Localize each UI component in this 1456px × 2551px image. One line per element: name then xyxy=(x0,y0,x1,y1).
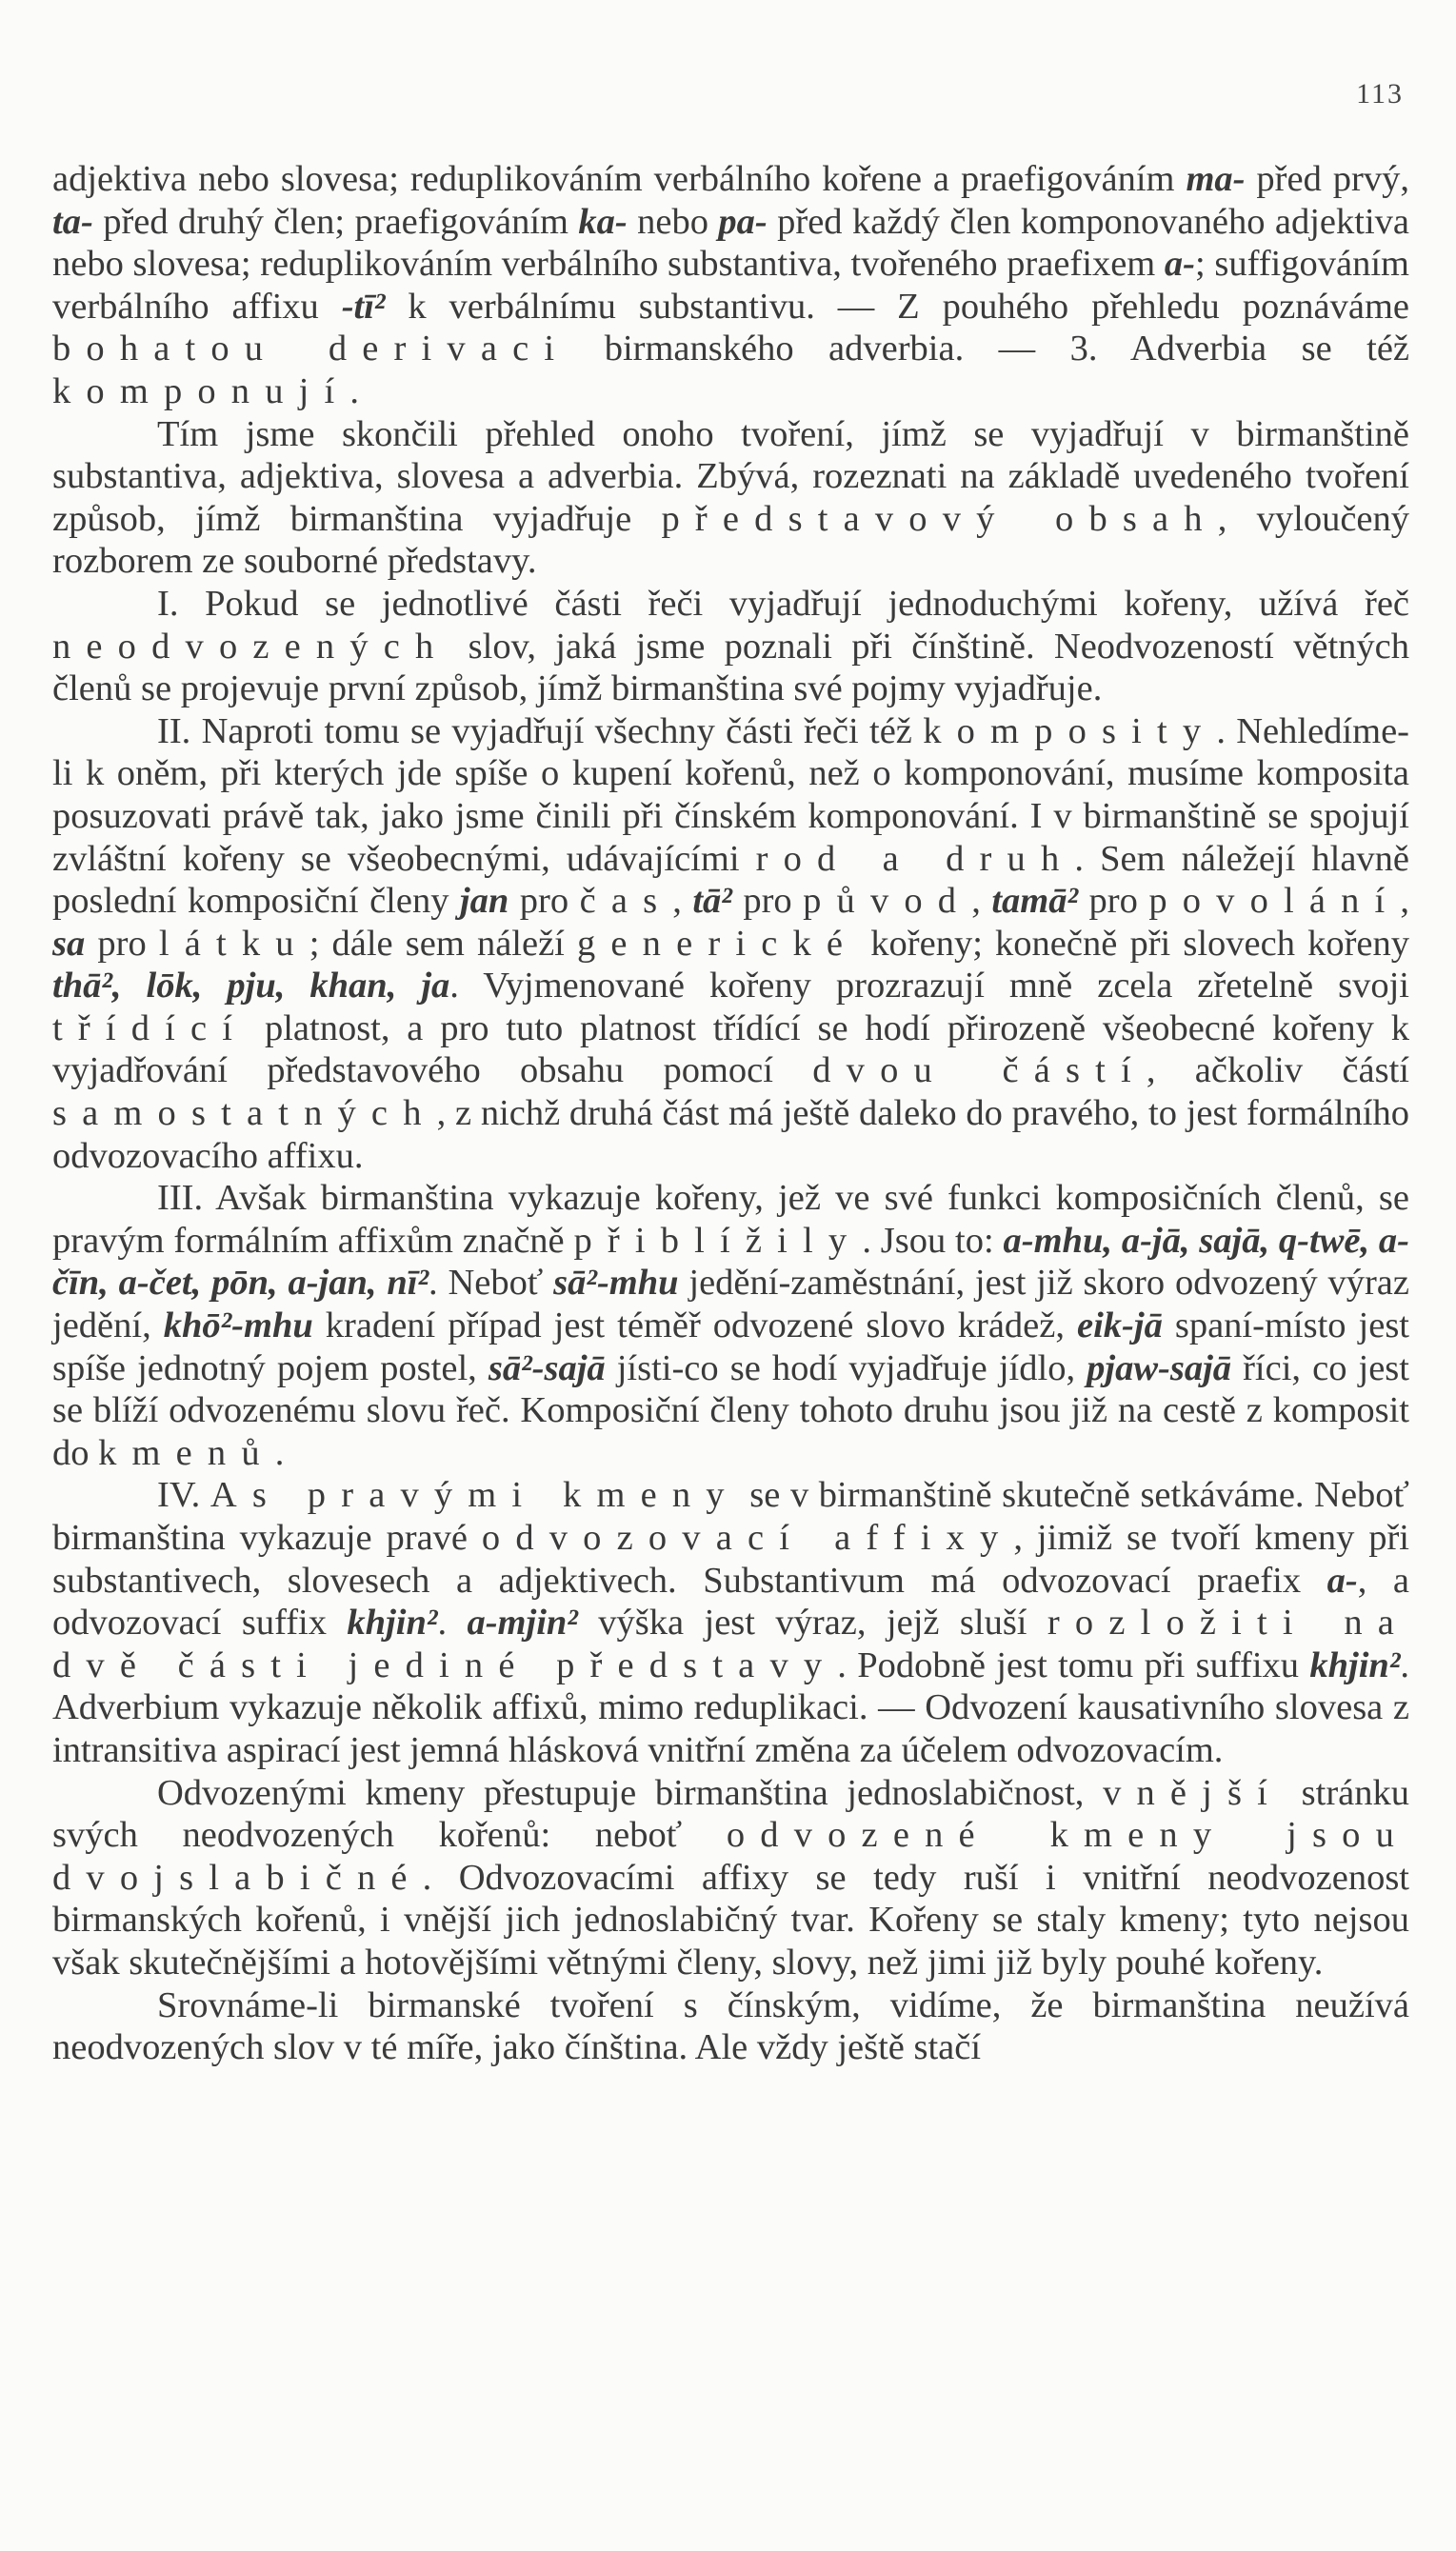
spaced-emphasis: generické xyxy=(577,923,859,964)
paragraph xyxy=(52,1177,1409,1474)
text-run: II. Naproti tomu se vyjadřují všechny části řeči též xyxy=(157,710,924,751)
text-run: Srovnáme-li birmanské tvoření s čínským, vidíme, že birmanština neužívá neodvozených slov v té míře, jako čínština. Ale vždy ještě stačí xyxy=(52,1984,1409,2068)
italic-term: ma- xyxy=(1186,159,1246,199)
text-run: , z nichž druhá část má ještě daleko do pravého, to jest formálního odvozovacího affixu. xyxy=(52,1093,1409,1176)
text-run: birmanského adverbia. — 3. Adverbia se též xyxy=(569,329,1409,369)
paragraph xyxy=(52,1984,1409,2069)
spaced-emphasis: samostatných xyxy=(52,1093,437,1134)
text-run: . Sem náležejí hlavně poslední komposiční členy xyxy=(52,838,1409,922)
text-run: . Podobně jest tomu při suffixu xyxy=(837,1644,1310,1685)
page-number: 113 xyxy=(1356,78,1404,110)
text-run: . xyxy=(349,370,359,411)
italic-term: tā² xyxy=(692,881,732,922)
spaced-emphasis: komponují xyxy=(52,370,350,411)
text-run: k verbálnímu substantivu. — Z pouhého přehledu poznáváme xyxy=(385,286,1409,327)
text-run: . xyxy=(437,1603,468,1644)
spaced-emphasis: odvozovací affixy xyxy=(481,1518,1014,1558)
text-run: , xyxy=(1400,881,1410,922)
text-run: adjektiva nebo slovesa; reduplikováním verbálního kořene a praefigováním xyxy=(52,159,1187,199)
italic-term: sā²-mhu xyxy=(553,1263,679,1304)
spaced-emphasis: čas xyxy=(579,881,673,922)
italic-term: pjaw-sajā xyxy=(1087,1347,1232,1388)
spaced-emphasis: představový obsah xyxy=(661,498,1218,539)
text-run: pro xyxy=(509,881,580,922)
text-run: Tím jsme skončili přehled onoho tvoření, jímž se vyjadřují v birmanštině substantiva, adjektiva, slovesa a adverbia. Zbývá, rozeznati na základě uvedeného tvoření způsob, jímž birmanština vyjadřuje xyxy=(52,413,1409,539)
text-run: I. Pokud se jednotlivé části řeči vyjadřují jednoduchými kořeny, užívá řeč xyxy=(157,583,1409,624)
text-run: kradení případ jest téměř odvozené slovo krádež, xyxy=(312,1305,1078,1346)
text-run: ; dále sem náleží xyxy=(309,923,577,964)
italic-term: a-mjin² xyxy=(467,1603,578,1644)
spaced-emphasis: neodvozených xyxy=(52,626,449,667)
text-run: pro xyxy=(85,923,159,964)
spaced-emphasis: kmenů xyxy=(98,1432,275,1473)
paragraph xyxy=(52,158,1409,413)
italic-term: -tī² xyxy=(341,286,386,327)
paragraph xyxy=(52,710,1409,1178)
spaced-emphasis: povolání xyxy=(1148,881,1401,922)
text-run: , jimiž se tvoří kmeny při substantivech, slovesech a adjektivech. Substantivum má odvozovací praefix xyxy=(52,1518,1409,1601)
text-run: se v birmanštině skutečně setkáváme. Neboť birmanština vykazuje pravé xyxy=(52,1475,1409,1558)
text-run: platnost, a pro tuto platnost třídící se hodí přirozeně všeobecné kořeny k vyjadřování představového obsahu pomocí xyxy=(52,1007,1409,1091)
spaced-emphasis: odvozené kmeny jsou dvojslabičné xyxy=(52,1815,1409,1898)
italic-term: khjin² xyxy=(1309,1644,1401,1685)
text-run: , xyxy=(971,881,992,922)
text-run: před prvý, xyxy=(1245,159,1409,199)
text-run: . Jsou to: xyxy=(862,1220,1004,1261)
text-run: , vyloučený rozborem ze souborné představy. xyxy=(52,498,1410,582)
spaced-emphasis: rozložiti na dvě části jediné představy xyxy=(52,1603,1409,1685)
italic-term: sā²-sajā xyxy=(488,1347,606,1388)
text-run: Odvozenými kmeny přestupuje birmanština jednoslabičnost, xyxy=(157,1772,1104,1813)
text-run: pro xyxy=(1078,881,1149,922)
spaced-emphasis: komposity xyxy=(923,710,1217,751)
text-run: , xyxy=(672,881,693,922)
paragraph xyxy=(52,1772,1409,1984)
italic-term: sa xyxy=(52,923,86,964)
spaced-emphasis: přiblížily xyxy=(573,1220,863,1261)
text-run: . Adverbium vykazuje několik affixů, mimo reduplikaci. — Odvození kausativního slovesa z intransitiva aspirací jest jemná hlásková vnitřní změna za účelem odvozovacím. xyxy=(52,1644,1409,1770)
italic-term: a- xyxy=(1326,1560,1358,1601)
spaced-emphasis: původ xyxy=(803,881,972,922)
text-run: jedění-zaměstnání, jest již skoro odvozený výraz jedění, xyxy=(52,1263,1409,1346)
text-run: . xyxy=(274,1432,285,1473)
text-run: pro xyxy=(731,881,804,922)
italic-term: ta- xyxy=(52,201,93,242)
italic-term: eik-jā xyxy=(1077,1305,1163,1346)
body-text xyxy=(52,158,1409,2069)
text-run: kořeny; konečně při slovech kořeny xyxy=(858,923,1410,964)
text-run: nebo xyxy=(627,201,719,242)
italic-term: ka- xyxy=(578,201,628,242)
text-run: ; suffigováním verbálního affixu xyxy=(52,244,1409,327)
text-run: spaní-místo jest spíše jednotný pojem postel, xyxy=(52,1305,1409,1388)
text-run: IV. xyxy=(157,1475,210,1516)
text-run: . Odvozovacími affixy se tedy ruší i vnitřní neodvozenost birmanských kořenů, i vnější jich jednoslabičný tvar. Kořeny se staly kmeny; tyto nejsou však skutečnějšími a hotovějšími větnými členy, slovy, než jimi již byly pouhé kořeny. xyxy=(52,1857,1409,1983)
italic-term: a-mhu, a-jā, sajā, q-twē, a-čīn, a-čet, pōn, a-jan, nī² xyxy=(52,1220,1409,1304)
spaced-emphasis: As pravými kmeny xyxy=(209,1475,740,1516)
italic-term: jan xyxy=(459,881,509,922)
text-run: před každý člen komponovaného adjektiva nebo slovesa; reduplikováním verbálního substantiva, tvořeného praefixem xyxy=(52,201,1409,285)
text-run: slov, jaká jsme poznali při čínštině. Neodvozeností větných členů se projevuje první způsob, jímž birmanština své pojmy vyjadřuje. xyxy=(52,626,1409,709)
italic-term: tamā² xyxy=(991,881,1079,922)
italic-term: pa- xyxy=(718,201,768,242)
paragraph xyxy=(52,583,1409,710)
text-run: . Nehledíme-li k oněm, při kterých jde spíše o kupení kořenů, než o komponování, musíme komposita posuzovati právě tak, jako jsme činili při čínském komponování. I v birmanštině se spojují zvláštní kořeny se všeobecnými, udávajícími xyxy=(52,710,1409,879)
spaced-emphasis: třídící xyxy=(52,1007,249,1048)
text-run: výška jest výraz, jejž sluší xyxy=(577,1603,1047,1644)
paragraph xyxy=(52,413,1409,583)
text-run: jísti-co se hodí vyjadřuje jídlo, xyxy=(605,1347,1087,1388)
italic-term: khjin² xyxy=(347,1603,438,1644)
spaced-emphasis: rod a druh xyxy=(755,838,1075,879)
italic-term: a- xyxy=(1164,244,1195,285)
text-run: . Vyjmenované kořeny prozrazují mně zcela zřetelně svoji xyxy=(449,966,1410,1006)
text-run: III. Avšak birmanština vykazuje kořeny, jež ve své funkci komposičních členů, se pravým formálním affixům značně xyxy=(52,1178,1409,1261)
text-run: říci, co jest se blíží odvozenému slovu řeč. Komposiční členy tohoto druhu jsou již na cestě z komposit do xyxy=(52,1347,1409,1473)
text-run: stránku svých neodvozených kořenů: neboť xyxy=(52,1772,1410,1856)
text-run: , a odvozovací suffix xyxy=(52,1560,1409,1644)
text-run: . Neboť xyxy=(429,1263,554,1304)
spaced-emphasis: dvou částí xyxy=(812,1050,1147,1091)
spaced-emphasis: vnější xyxy=(1103,1772,1284,1813)
spaced-emphasis: bohatou derivaci xyxy=(52,329,570,369)
text-run: před druhý člen; praefigováním xyxy=(92,201,579,242)
spaced-emphasis: látku xyxy=(158,923,309,964)
italic-term: khō²-mhu xyxy=(163,1305,313,1346)
italic-term: thā², lōk, pju, khan, ja xyxy=(52,966,450,1006)
text-run: , ačkoliv částí xyxy=(1146,1050,1409,1091)
paragraph xyxy=(52,1474,1409,1771)
